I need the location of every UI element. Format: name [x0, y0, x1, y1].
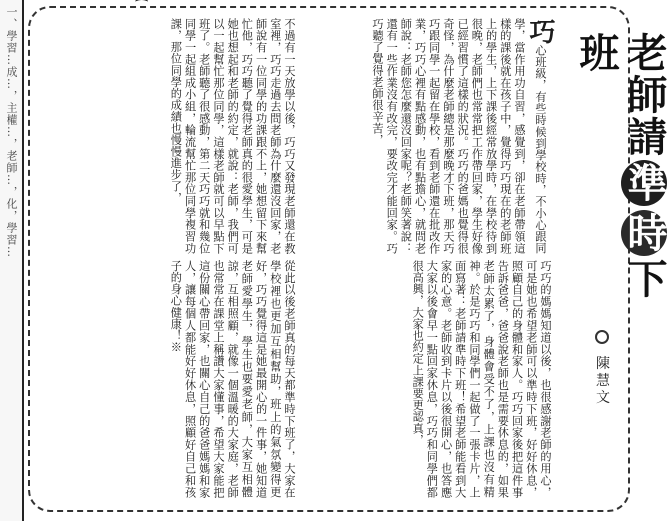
title-text — [572, 32, 668, 338]
article-body-column-d — [34, 260, 296, 498]
dropcap: 巧 — [525, 18, 555, 45]
column-b-text: 巧巧的媽媽知道以後，也很感謝老師的用心，可是她也希望老師可以準時下班，好好休息，照顧自己的身體和家人。巧巧回家後把這件事告訴爸爸，爸爸說老師也是需要休息的，如果老師太累了，身體會受不了，上課也沒有精神。於是巧巧和同學們一起做了一張卡片，上面寫著：老師請準時下班！希望老師能看到大家的心意。老師收到卡片以後很開心，也答應大家以後會早一點回家休息，巧巧和同學們都很高興，大家也約定上課要更認真， — [411, 260, 552, 498]
title-part-1: 老師請 — [621, 32, 667, 158]
curved-mark-icon: ⁀ — [136, 0, 148, 16]
article-body-column-b — [300, 260, 552, 498]
adjacent-column-fragment — [0, 0, 24, 521]
author-name: 陳慧文 — [594, 355, 610, 407]
article-body-column-a — [302, 18, 554, 254]
column-a-text: 心班級，有些時候到學校時，不小心跟同學，當作用功自習，感覺到，卻在老師帶領這樣的課後就在孩子中，覺得巧巧現在的老師班上的學生，上下課後經常放學時，在學校待到很晚，老師們也常常把工作帶回家，學生好像已經習慣了這樣的狀況。巧巧的爸媽也覺得很奇怪，為什麼老師總是那麼晚才下班，那天巧巧跟同學一起留在學校，看到老師還在批改作業，巧巧心裡有點感動，也有點擔心，就問老師說：老師您怎麼還沒回家呢？老師笑著說：還有一些作業沒有改完，要改完才能回家。巧巧聽了覺得老師很辛苦， — [370, 18, 547, 254]
author-byline — [592, 330, 612, 406]
column-c-text: 不過有一天放學以後，巧巧又發現老師還在教室裡，巧巧走過去問老師為什麼還沒回家，老師說有一位同學的功課跟不上，她想留下來幫忙他，巧巧聽了覺得老師真的很愛學生，可是她也想起和老師的約定，就說：老師，我們可以一起幫忙那位同學，這樣老師就可以早點下班了。老師聽了很感動，第二天巧巧就和幾位同學一起組成小組，輪流幫忙那位同學複習功課，那位同學的成績也慢慢進步了， — [169, 18, 296, 254]
article-body-column-c — [34, 18, 296, 254]
title-circle-char-1: 準 — [621, 162, 667, 204]
title-part-4: 下班 — [573, 32, 667, 300]
bullet-icon — [595, 330, 609, 344]
title-circle-char-2: 時 — [621, 212, 667, 254]
adjacent-column-text: 一、學習…成…，主權…，老師…，化，學習… — [5, 6, 18, 258]
column-d-text: 從此以後老師真的每天都準時下班了，大家在學校裡也更加互相幫助，班上的氣氛變得更好，巧巧覺得這是她最開心的一件事，她知道老師愛學生，學生也要愛老師，大家互相體諒，互相照顧，就像一個溫暖的大家庭，老師也常常在課堂上稱讚大家懂事，希望大家能把這份關心帶回家，也關心自己的爸爸媽媽和家人，讓每個人都能好好休息，照顧好自己和孩子的身心健康！※ — [169, 260, 296, 498]
article-title — [560, 18, 667, 338]
